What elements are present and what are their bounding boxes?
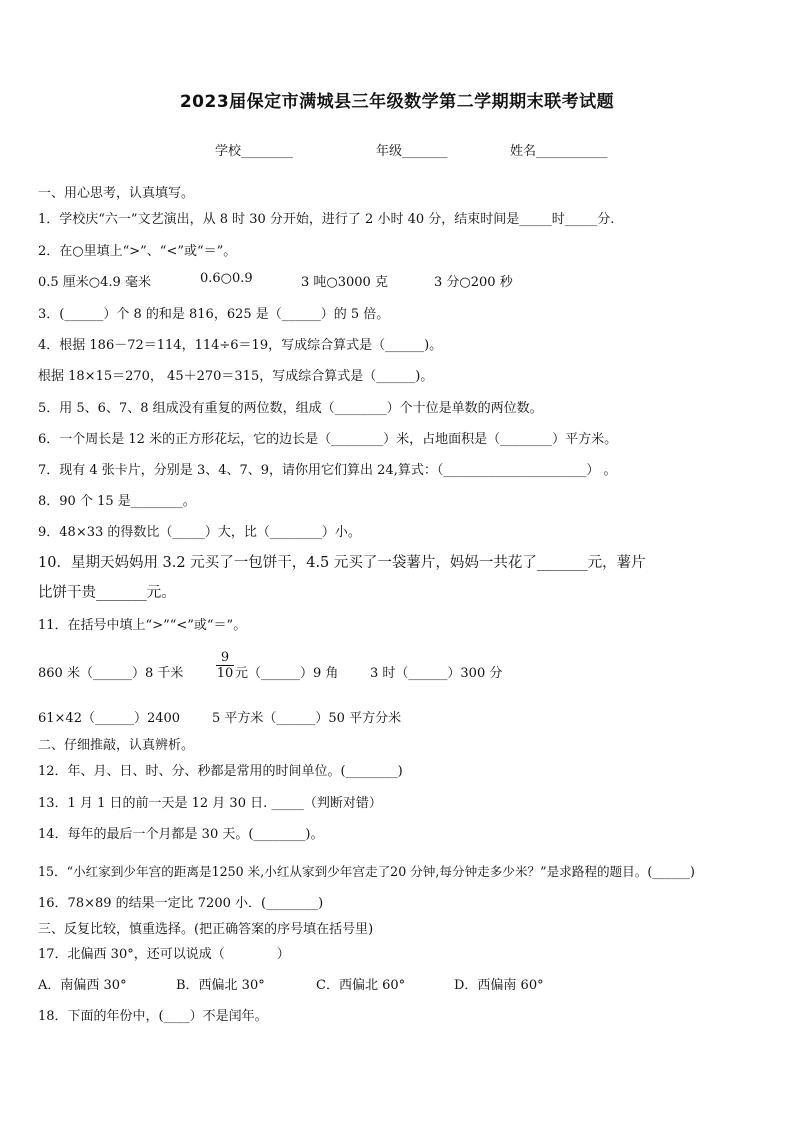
- fraction-denominator: 10: [216, 666, 234, 681]
- q2-item-2: 0.6○0.9: [200, 271, 253, 286]
- q17-option-d: D．西偏南 60°: [454, 978, 544, 993]
- question-14: 14．每年的最后一个月都是 30 天。(________)。: [38, 827, 324, 842]
- section-2-heading: 二、仔细推敲，认真辨析。: [38, 738, 195, 753]
- question-11: 11．在括号中填上“>”“<”或“＝”。: [38, 618, 247, 633]
- section-3-heading: 三、反复比较，慎重选择。(把正确答案的序号填在括号里): [38, 922, 374, 937]
- question-1: 1．学校庆“六一”文艺演出，从 8 时 30 分开始，进行了 2 小时 40 分，结束时间是_____时_____分.: [38, 212, 615, 227]
- question-4b: 根据 18×15＝270， 45＋270＝315，写成综合算式是（______)。: [38, 369, 434, 384]
- q11-item-2: 元（______）9 角: [235, 666, 339, 681]
- q17-option-c: C．西偏北 60°: [316, 978, 406, 993]
- question-9: 9．48×33 的得数比（_____）大，比（________）小。: [38, 525, 361, 540]
- q17-option-a: A．南偏西 30°: [38, 978, 127, 993]
- q2-item-4: 3 分○200 秒: [434, 275, 513, 290]
- q2-item-1: 0.5 厘米○4.9 毫米: [38, 275, 151, 290]
- q11-item-5: 5 平方米（______）50 平方分米: [212, 711, 402, 726]
- question-3: 3．(______）个 8 的和是 816，625 是（______）的 5 倍。: [38, 307, 390, 322]
- q11-item-4: 61×42（______）2400: [38, 711, 181, 726]
- question-17: 17．北偏西 30°，还可以说成（ ）: [38, 947, 290, 962]
- question-6: 6．一个周长是 12 米的正方形花坛，它的边长是（________）米，占地面积是（________）平方米。: [38, 432, 618, 447]
- grade-field: 年级_______: [376, 144, 448, 159]
- question-18: 18．下面的年份中，(____）不是闰年。: [38, 1009, 268, 1024]
- question-16: 16．78×89 的结果一定比 7200 小．(________): [38, 896, 324, 911]
- q11-item-3: 3 时（______）300 分: [370, 666, 503, 681]
- q11-fraction: [216, 650, 234, 681]
- question-4: 4．根据 186－72＝114，114÷6＝19，写成综合算式是（______)。: [38, 338, 443, 353]
- q2-item-3: 3 吨○3000 克: [301, 275, 388, 290]
- q11-item-1: 860 米（______）8 千米: [38, 666, 184, 681]
- question-5: 5．用 5、6、7、8 组成没有重复的两位数，组成（________）个十位是单数的两位数。: [38, 401, 543, 416]
- question-10-line1: 10．星期天妈妈用 3.2 元买了一包饼干，4.5 元买了一袋薯片，妈妈一共花了_______元，薯片: [38, 555, 646, 571]
- question-2: 2．在○里填上“>”、“<”或“＝”。: [38, 244, 237, 259]
- question-15: 15．“小红家到少年宫的距离是1250 米,小红从家到少年宫走了20 分钟,每分钟走多少米？”是求路程的题目。(______): [38, 864, 695, 879]
- school-field: 学校________: [215, 144, 294, 159]
- fraction-numerator: 9: [216, 650, 234, 666]
- question-7: 7．现有 4 张卡片，分别是 3、4、7、9，请你用它们算出 24,算式：（______________________） 。: [38, 463, 617, 478]
- section-1-heading: 一、用心思考，认真填写。: [38, 186, 195, 201]
- question-10-line2: 比饼干贵_______元。: [38, 585, 176, 601]
- question-12: 12．年、月、日、时、分、秒都是常用的时间单位。(________): [38, 764, 403, 779]
- question-8: 8．90 个 15 是________。: [38, 494, 196, 509]
- name-field: 姓名___________: [510, 144, 608, 159]
- q17-option-b: B．西偏北 30°: [176, 978, 265, 993]
- question-13: 13．1 月 1 日的前一天是 12 月 30 日. _____（判断对错）: [38, 796, 382, 811]
- page-title: 2023届保定市满城县三年级数学第二学期期末联考试题: [179, 92, 615, 112]
